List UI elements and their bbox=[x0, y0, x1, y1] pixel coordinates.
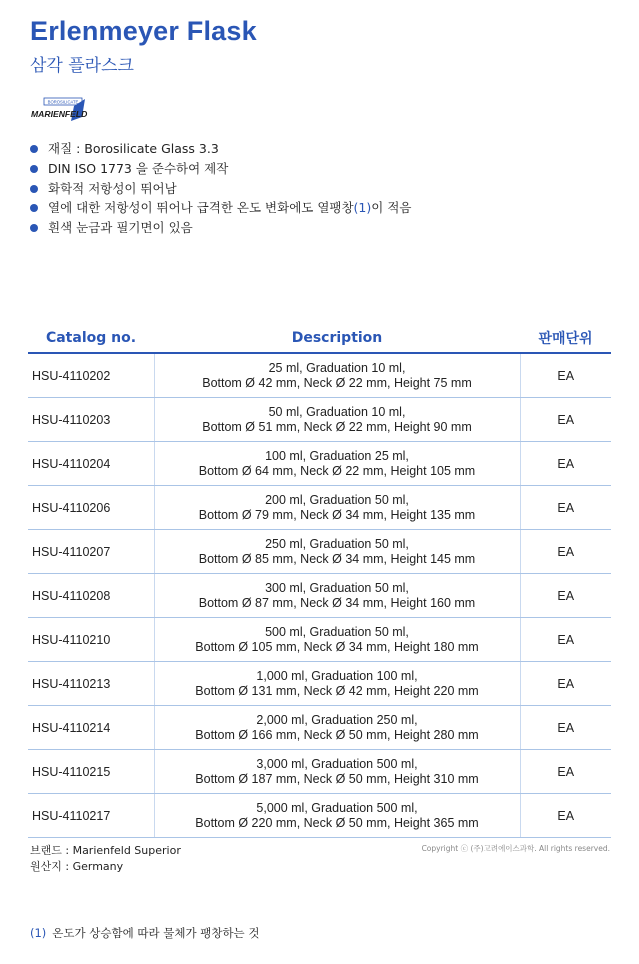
cell-unit: EA bbox=[520, 574, 611, 618]
footnote-ref: (1) bbox=[353, 200, 372, 216]
cell-catalog: HSU-4110210 bbox=[28, 618, 154, 662]
desc-line-2: Bottom Ø 187 mm, Neck Ø 50 mm, Height 310 mm bbox=[195, 771, 479, 786]
table-row bbox=[28, 353, 611, 398]
table-row bbox=[28, 662, 611, 706]
cell-description bbox=[154, 530, 520, 574]
cell-description bbox=[154, 618, 520, 662]
logo-text-top: BOROSILICATE bbox=[47, 99, 79, 105]
cell-description bbox=[154, 794, 520, 838]
copyright-text: Copyright ⓒ (주)고려에이스과학. All rights reserved. bbox=[421, 844, 610, 853]
table-body bbox=[28, 353, 611, 838]
desc-line-2: Bottom Ø 166 mm, Neck Ø 50 mm, Height 280 mm bbox=[195, 727, 479, 742]
bullet-icon bbox=[30, 185, 38, 193]
origin-text: 원산지 : Germany bbox=[30, 860, 124, 873]
table-row bbox=[28, 574, 611, 618]
cell-catalog: HSU-4110204 bbox=[28, 442, 154, 486]
cell-description bbox=[154, 442, 520, 486]
logo-text-main: MARIENFELD bbox=[31, 109, 88, 119]
desc-line-1: 300 ml, Graduation 50 ml, bbox=[265, 580, 409, 595]
marienfeld-logo bbox=[30, 97, 96, 123]
table-row bbox=[28, 442, 611, 486]
table-row bbox=[28, 530, 611, 574]
desc-line-2: Bottom Ø 51 mm, Neck Ø 22 mm, Height 90 mm bbox=[202, 419, 472, 434]
cell-unit: EA bbox=[520, 662, 611, 706]
cell-catalog: HSU-4110214 bbox=[28, 706, 154, 750]
table-row bbox=[28, 750, 611, 794]
table-row bbox=[28, 706, 611, 750]
footnote-text: 온도가 상승함에 따라 물체가 팽창하는 것 bbox=[52, 926, 260, 940]
bullet-icon bbox=[30, 165, 38, 173]
bullet-icon bbox=[30, 224, 38, 232]
table-header-row bbox=[28, 323, 611, 353]
cell-catalog: HSU-4110217 bbox=[28, 794, 154, 838]
feature-item: 열에 대한 저항성이 뛰어나 급격한 온도 변화에도 열팽창(1)이 적음 bbox=[30, 198, 411, 218]
desc-line-2: Bottom Ø 220 mm, Neck Ø 50 mm, Height 365 mm bbox=[195, 815, 479, 830]
page-subtitle: 삼각 플라스크 bbox=[30, 56, 134, 76]
cell-catalog: HSU-4110206 bbox=[28, 486, 154, 530]
cell-unit: EA bbox=[520, 794, 611, 838]
footnote bbox=[30, 925, 259, 941]
desc-line-2: Bottom Ø 87 mm, Neck Ø 34 mm, Height 160 mm bbox=[198, 595, 476, 610]
bullet-icon bbox=[30, 204, 38, 212]
desc-line-1: 1,000 ml, Graduation 100 ml, bbox=[256, 668, 418, 683]
header-catalog: Catalog no. bbox=[28, 323, 154, 353]
cell-description bbox=[154, 486, 520, 530]
cell-description bbox=[154, 353, 520, 398]
header-unit: 판매단위 bbox=[520, 323, 611, 353]
cell-unit: EA bbox=[520, 398, 611, 442]
desc-line-1: 250 ml, Graduation 50 ml, bbox=[265, 536, 409, 551]
table-row bbox=[28, 486, 611, 530]
header-description: Description bbox=[154, 323, 520, 353]
cell-description bbox=[154, 750, 520, 794]
desc-line-1: 100 ml, Graduation 25 ml, bbox=[265, 448, 409, 463]
feature-item: 재질 : Borosilicate Glass 3.3 bbox=[30, 139, 411, 159]
cell-description bbox=[154, 574, 520, 618]
cell-catalog: HSU-4110208 bbox=[28, 574, 154, 618]
brand-info bbox=[30, 843, 181, 875]
feature-list bbox=[30, 139, 411, 238]
cell-catalog: HSU-4110207 bbox=[28, 530, 154, 574]
cell-catalog: HSU-4110203 bbox=[28, 398, 154, 442]
desc-line-2: Bottom Ø 131 mm, Neck Ø 42 mm, Height 220 mm bbox=[195, 683, 479, 698]
table-row bbox=[28, 398, 611, 442]
cell-description bbox=[154, 706, 520, 750]
desc-line-2: Bottom Ø 85 mm, Neck Ø 34 mm, Height 145 mm bbox=[198, 551, 476, 566]
cell-unit: EA bbox=[520, 353, 611, 398]
desc-line-2: Bottom Ø 105 mm, Neck Ø 34 mm, Height 180 mm bbox=[195, 639, 479, 654]
desc-line-1: 25 ml, Graduation 10 ml, bbox=[268, 360, 406, 375]
desc-line-1: 500 ml, Graduation 50 ml, bbox=[265, 624, 409, 639]
cell-unit: EA bbox=[520, 618, 611, 662]
cell-description bbox=[154, 398, 520, 442]
feature-item: 흰색 눈금과 필기면이 있음 bbox=[30, 218, 411, 238]
cell-unit: EA bbox=[520, 442, 611, 486]
table-row bbox=[28, 794, 611, 838]
desc-line-1: 3,000 ml, Graduation 500 ml, bbox=[256, 756, 418, 771]
brand-text: 브랜드 : Marienfeld Superior bbox=[30, 844, 181, 857]
feature-item: 화학적 저항성이 뛰어남 bbox=[30, 179, 411, 199]
desc-line-1: 2,000 ml, Graduation 250 ml, bbox=[256, 712, 418, 727]
desc-line-2: Bottom Ø 42 mm, Neck Ø 22 mm, Height 75 mm bbox=[202, 375, 472, 390]
desc-line-2: Bottom Ø 79 mm, Neck Ø 34 mm, Height 135 mm bbox=[198, 507, 476, 522]
cell-unit: EA bbox=[520, 530, 611, 574]
table-row bbox=[28, 618, 611, 662]
cell-unit: EA bbox=[520, 706, 611, 750]
bullet-icon bbox=[30, 145, 38, 153]
footnote-number: (1) bbox=[30, 926, 47, 940]
desc-line-1: 50 ml, Graduation 10 ml, bbox=[268, 404, 406, 419]
cell-catalog: HSU-4110215 bbox=[28, 750, 154, 794]
desc-line-2: Bottom Ø 64 mm, Neck Ø 22 mm, Height 105 mm bbox=[198, 463, 476, 478]
cell-unit: EA bbox=[520, 486, 611, 530]
catalog-table bbox=[28, 323, 611, 838]
feature-item: DIN ISO 1773 을 준수하여 제작 bbox=[30, 159, 411, 179]
desc-line-1: 200 ml, Graduation 50 ml, bbox=[265, 492, 409, 507]
desc-line-1: 5,000 ml, Graduation 500 ml, bbox=[256, 800, 418, 815]
cell-description bbox=[154, 662, 520, 706]
cell-unit: EA bbox=[520, 750, 611, 794]
cell-catalog: HSU-4110213 bbox=[28, 662, 154, 706]
cell-catalog: HSU-4110202 bbox=[28, 353, 154, 398]
page-title: Erlenmeyer Flask bbox=[30, 16, 257, 46]
